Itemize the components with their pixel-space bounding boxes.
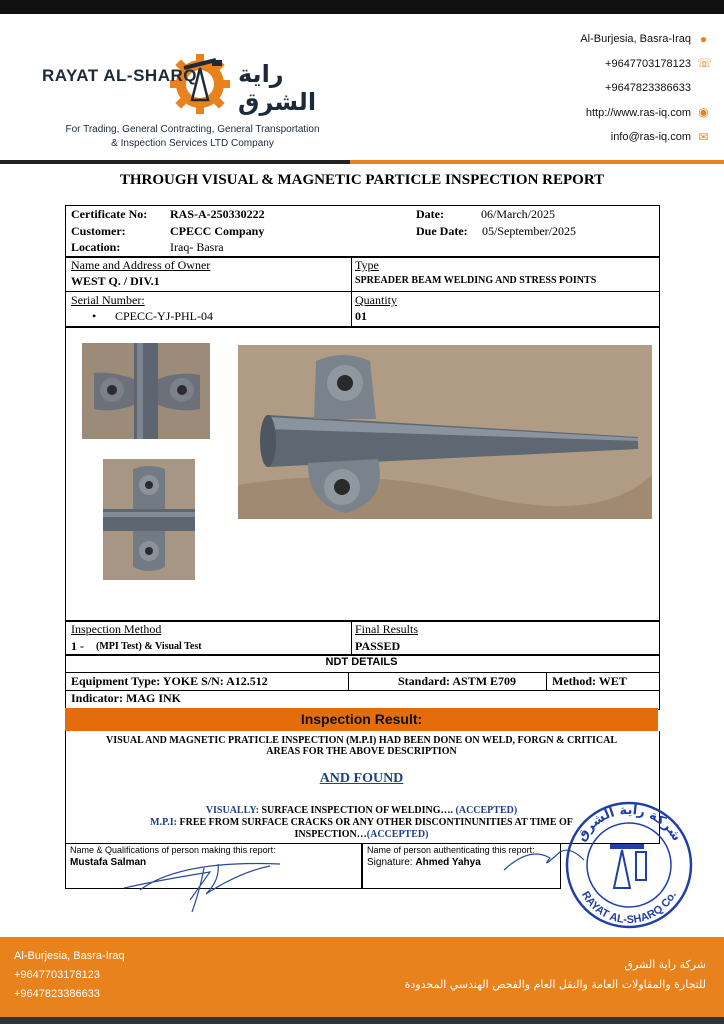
certificate-label: Certificate No: — [71, 207, 148, 221]
visual-text: SURFACE INSPECTION OF WELDING…. — [261, 805, 454, 816]
serial-bullet: • — [92, 309, 97, 323]
contact-address-row — [580, 27, 710, 52]
result-text-line-2: AREAS FOR THE ABOVE DESCRIPTION — [266, 746, 457, 757]
footer-description-ar: للتجارة والمقاولات العامة والنقل العام والفحص الهندسي المحدودة — [404, 978, 706, 991]
envelope-icon: ✉ — [698, 129, 709, 144]
company-stamp — [564, 800, 694, 930]
contact-address: Al-Burjesia, Basra-Iraq — [580, 33, 691, 46]
company-logo — [42, 42, 352, 122]
ndt-method: Method: WET — [552, 674, 627, 688]
contact-website-row — [580, 101, 710, 126]
mpi-text-line-1: FREE FROM SURFACE CRACKS OR ANY OTHER DISCONTINUNITIES AT TIME OF — [179, 817, 573, 828]
visual-status: (ACCEPTED) — [455, 805, 518, 816]
stamp-english-text: RAYAT AL-SHARQ Co. — [578, 889, 679, 927]
owner-label: Name and Address of Owner — [71, 258, 211, 272]
mpi-label: M.P.I: — [150, 817, 177, 828]
final-results-value: PASSED — [355, 639, 401, 653]
footer-arabic-name — [405, 955, 706, 995]
auth-name: Ahmed Yahya — [415, 857, 481, 868]
visual-label: VISUALLY: — [205, 805, 259, 816]
location-label: Location: — [71, 240, 121, 254]
type-label: Type — [355, 258, 379, 272]
footer-bottom-bar — [0, 1017, 724, 1024]
mpi-status: (ACCEPTED) — [366, 829, 429, 840]
footer-band — [0, 937, 724, 1024]
quantity-label: Quantity — [355, 293, 397, 307]
footer-phone-1: +9647703178123 — [14, 969, 100, 981]
date-value: 06/March/2025 — [481, 207, 555, 221]
ndt-heading: NDT DETAILS — [325, 656, 398, 668]
and-found-heading: AND FOUND — [319, 771, 404, 786]
tagline-line-2: & Inspection Services LTD Company — [111, 138, 274, 149]
ndt-standard: Standard: ASTM E709 — [398, 674, 517, 688]
contact-email[interactable]: info@ras-iq.com — [610, 131, 691, 144]
result-text-line-1: VISUAL AND MAGNETIC PRATICLE INSPECTION (M.P.I) HAD BEEN DONE ON WELD, FORGN & CRITICAL — [106, 735, 617, 746]
serial-label: Serial Number: — [71, 293, 145, 307]
quantity-value: 01 — [355, 309, 367, 323]
contact-website[interactable]: http://www.ras-iq.com — [585, 106, 691, 119]
auth-label: Name of person authenticating this report: — [367, 845, 535, 855]
photo-full-beam — [238, 345, 652, 519]
due-date-value: 05/September/2025 — [482, 224, 576, 238]
final-results-label: Final Results — [355, 622, 419, 636]
customer-label: Customer: — [71, 224, 126, 238]
customer-value: CPECC Company — [170, 224, 265, 238]
ndt-equipment: Equipment Type: YOKE S/N: A12.512 — [71, 674, 268, 688]
maker-label: Name & Qualifications of person making this report: — [70, 845, 276, 855]
auth-prefix: Signature: — [367, 857, 413, 868]
method-label: Inspection Method — [71, 622, 162, 636]
certificate-value: RAS-A-250330222 — [170, 207, 265, 221]
contact-phone-1: +9647703178123 — [605, 57, 691, 70]
logo-arabic-text: راية الشرق — [238, 60, 317, 116]
top-bar — [0, 0, 724, 14]
photo-top-view — [82, 343, 210, 439]
due-date-label: Due Date: — [416, 224, 468, 238]
header-contact — [580, 27, 713, 150]
auth-signature-line — [367, 857, 481, 868]
footer-contact — [14, 947, 125, 1004]
location-pin-icon: ● — [699, 31, 708, 46]
location-value: Iraq- Basra — [170, 240, 224, 254]
photo-side-view — [103, 459, 195, 580]
header-divider-dark — [0, 160, 350, 164]
footer-address: Al-Burjesia, Basra-Iraq — [14, 950, 125, 962]
date-label: Date: — [416, 207, 444, 221]
globe-icon: ◉ — [698, 105, 709, 120]
owner-value: WEST Q. / DIV.1 — [71, 274, 160, 288]
tagline-line-1: For Trading, General Contracting, General Transportation — [65, 124, 320, 135]
footer-company-ar: شركة راية الشرق — [624, 958, 706, 971]
contact-phone1-row — [580, 52, 713, 77]
maker-signature-scribble — [120, 850, 310, 920]
company-tagline — [40, 123, 345, 151]
contact-email-row — [580, 125, 710, 150]
type-value: SPREADER BEAM WELDING AND STRESS POINTS — [355, 275, 597, 286]
footer-phone-2: +9647823386633 — [14, 988, 100, 1000]
inspection-result-heading: Inspection Result: — [65, 708, 658, 731]
logo-english-text: RAYAT AL-SHARQ — [42, 66, 197, 85]
report-title: THROUGH VISUAL & MAGNETIC PARTICLE INSPECTION REPORT — [119, 172, 605, 188]
contact-phone2-row — [580, 76, 710, 101]
header-divider-orange — [350, 160, 724, 164]
ndt-indicator: Indicator: MAG INK — [71, 691, 181, 705]
mpi-text-line-2: INSPECTION… — [294, 829, 367, 840]
phone-icon: ☏ — [697, 56, 713, 71]
maker-name: Mustafa Salman — [70, 857, 147, 868]
stamp-arabic-text: شركة راية الشرق — [573, 802, 685, 845]
contact-phone-2: +9647823386633 — [605, 82, 691, 95]
method-value: (MPI Test) & Visual Test — [96, 641, 202, 652]
serial-value: CPECC-YJ-PHL-04 — [115, 309, 214, 323]
method-number: 1 - — [71, 639, 84, 653]
